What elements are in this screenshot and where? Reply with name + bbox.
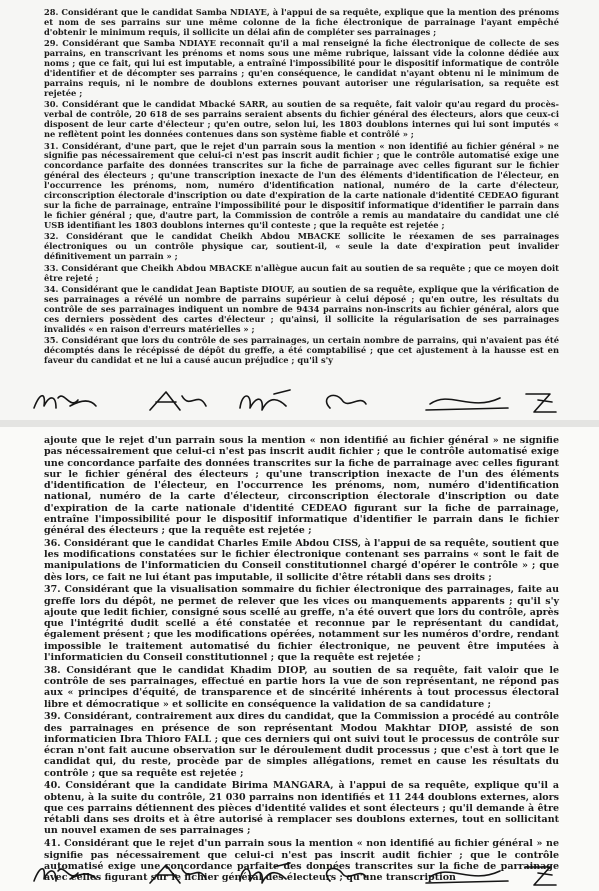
paragraph-28: 28. Considérant que le candidat Samba NDIAYE, à l'appui de sa requête, explique que la mention des prénoms et nom de ses parrains sur une même colonne de la fiche électronique de parrainage l'ayant empêché d'obtenir le minimum requis, il sollicite un délai afin de compléter ses parrainages ; — [44, 7, 559, 37]
paragraph-30: 30. Considérant que le candidat Mbacké SARR, au soutien de sa requête, fait valoir qu'au regard du procès-verbal de contrôle, 20 618 de ses parrains seraient absents du fichier général des électeurs, alors que ceux-ci disposent de leur carte d'électeur ; qu'en outre, selon lui, les 1803 doublons internes qui lui sont imputés « ne reflètent point les données contenues dans son système fiable et contrôlé » ; — [44, 99, 559, 140]
signature-2 — [150, 865, 206, 883]
page-separator — [0, 420, 599, 427]
signature-1 — [34, 869, 96, 881]
paragraph-35: 35. Considérant que lors du contrôle de ses parrainages, un certain nombre de parrains, qui n'avaient pas été décomptés dans le récépissé de dépôt du greffe, a été comptabilisé ; que cet ajustement à la hausse est en faveur du candidat et ne lui a causé aucun préjudice ; qu'il s'y — [44, 335, 559, 365]
paragraph-38: 38. Considérant que le candidat Khadim DIOP, au soutien de sa requête, fait valoir que le contrôle de ses parrainages, effectué en partie hors la vue de son représentant, ne répond pas aux « principes d'équité, de transparence et de sincérité inhérents à tout processus électoral libre et démocratique » et sollicite en conséquence la validation de sa candidature ; — [44, 664, 559, 710]
signature-3 — [240, 390, 290, 410]
handwritten-signatures — [30, 859, 570, 889]
signature-5 — [426, 398, 508, 410]
signature-4 — [327, 868, 366, 881]
page-1-body — [44, 8, 559, 367]
signature-row-page-2 — [30, 859, 570, 889]
signature-5 — [426, 871, 508, 883]
paragraph-33: 33. Considérant que Cheikh Abdou MBACKE n'allègue aucun fait au soutien de sa requête ; que ce moyen doit être rejeté ; — [44, 262, 559, 283]
paragraph-36: 36. Considérant que le candidat Charles Emile Abdou CISS, à l'appui de sa requête, soutient que les modifications constatées sur le fichier électronique contenant ses parrains « sont le fait de manipulations de l'informaticien du Conseil constitutionnel chargé d'opérer le contrôle » ; que dès lors, ce fait ne lui étant pas imputable, il sollicite d'être rétabli dans ses droits ; — [44, 537, 559, 583]
signature-3 — [240, 863, 290, 883]
signature-row-page-1 — [30, 386, 570, 416]
document-page-1 — [0, 0, 599, 420]
paragraph-31: 31. Considérant, d'une part, que le rejet d'un parrain sous la mention « non identifié au fichier général » ne signifie pas nécessairement que celui-ci n'est pas inscrit audit fichier ; que le contrôle automatisé exige une concordance parfaite des données transcrites sur la fiche de parrainage avec celles figurant sur le fichier général des électeurs ; qu'une transcription inexacte de l'un des éléments d'identification de l'électeur, en l'occurrence les prénoms, nom, numéro d'identification national, numéro de la carte d'électeur, circonscription électorale d'inscription ou date d'expiration de la carte nationale d'identité CEDEAO figurant sur la fiche de parrainage, entraîne l'impossibilité pour le dispositif informatique d'identifier le parrain dans le fichier général ; que, d'autre part, la Commission de contrôle a remis au mandataire du candidat une clé USB identifiant les 1803 doublons internes qu'il conteste ; que la requête est rejetée ; — [44, 140, 559, 230]
signature-6 — [526, 867, 556, 885]
signature-6 — [526, 394, 556, 412]
handwritten-signatures — [30, 386, 570, 416]
paragraph-35-continued: ajoute que le rejet d'un parrain sous la mention « non identifié au fichier général » ne signifie pas nécessairement que celui-ci n'est pas inscrit audit fichier ; que le contrôle automatisé exige une concordance parfaite des données transcrites sur la fiche de parrainage avec celles figurant sur le fichier général des électeurs ; qu'une transcription inexacte de l'un des éléments d'identification de l'électeur, en l'occurrence les prénoms, nom, numéro d'identification national, numéro de la carte d'électeur, circonscription électorale d'inscription ou date d'expiration de la carte nationale d'identité CEDEAO figurant sur la fiche de parrainage, entraîne l'impossibilité pour le dispositif informatique d'identifier le parrain dans le fichier général des électeurs ; que la requête est rejetée ; — [44, 435, 559, 536]
signature-4 — [327, 395, 366, 408]
page-2-body — [44, 435, 559, 885]
document-page-2 — [0, 427, 599, 891]
paragraph-37: 37. Considérant que la visualisation sommaire du fichier électronique des parrainages, faite au greffe lors du dépôt, ne permet de relever que les vices ou manquements apparents ; qu'il s'y ajoute que ledit fichier, consigné sous scellé au greffe, n'a été ouvert que lors du contrôle, après que l'intégrité dudit scellé a été constatée et reconnue par le représentant du candidat, également présent ; que les modifications opérées, notamment sur les numéros d'ordre, rendant impossible le traitement automatisé du fichier électronique, ne peuvent être imputées à l'informaticien du Conseil constitutionnel ; que la requête est rejetée ; — [44, 584, 559, 663]
signature-2 — [150, 392, 206, 410]
paragraph-34: 34. Considérant que le candidat Jean Baptiste DIOUF, au soutien de sa requête, explique que la vérification de ses parrainages a révélé un nombre de parrains supérieur à celui déposé ; qu'en outre, les résultats du contrôle de ses parrainages indiquent un nombre de 9434 parrains non-inscrits au fichier général, alors que ces derniers possèdent des cartes d'électeur ; qu'ainsi, il sollicite la régularisation de ses parrainages invalidés « en raison d'erreurs matérielles » ; — [44, 284, 559, 334]
paragraph-32: 32. Considérant que le candidat Cheikh Abdou MBACKE sollicite le réexamen de ses parrainages électroniques ou un contrôle physique car, soutient-il, « seule la date d'expiration peut invalider définitivement un parrain » ; — [44, 231, 559, 262]
paragraph-29: 29. Considérant que Samba NDIAYE reconnaît qu'il a mal renseigné la fiche électronique de collecte de ses parrains, en transcrivant les prénoms et noms sous une même rubrique, laissant vide la colonne dédiée aux noms ; que ce fait, qui lui est imputable, a entraîné l'impossibilité pour le dispositif informatique de contrôle d'identifier et de décompter ses parrains ; qu'en conséquence, le candidat n'ayant obtenu ni le minimum de parrains requis, ni le nombre de doublons externes pouvant autoriser une régularisation, sa requête est rejetée ; — [44, 38, 559, 98]
paragraph-41: 41. Considérant que le rejet d'un parrain sous la mention « non identifié au fichier général » ne signifie pas nécessairement que celui-ci n'est pas inscrit audit fichier ; que le contrôle automatisé exige une concordance parfaite des données transcrites sur la fiche de parrainage avec celles figurant sur le fichier général des électeurs ; qu'une transcription — [44, 838, 559, 884]
paragraph-40: 40. Considérant que la candidate Birima MANGARA, à l'appui de sa requête, explique qu'il a obtenu, à la suite du contrôle, 21 030 parrains non identifiés et 11 244 doublons externes, alors que ces parrains détiennent des pièces d'identité valides et sont électeurs ; qu'il demande à être rétabli dans ses droits et à être autorisé à remplacer ses doublons externes, tout en sollicitant un nouvel examen de ses parrainages ; — [44, 780, 559, 837]
signature-1 — [34, 396, 96, 408]
paragraph-39: 39. Considérant, contrairement aux dires du candidat, que la Commission a procédé au contrôle des parrainages en présence de son représentant Modou Makhtar DIOP, assisté de son informaticien Ibra Thioro FALL ; que ces derniers qui ont suivi tout le processus de contrôle sur écran n'ont fait aucune observation sur le déroulement dudit processus ; que c'est à tort que le candidat qui, du reste, procède par de simples allégations, remet en cause les résultats du contrôle ; que sa requête est rejetée ; — [44, 711, 559, 779]
